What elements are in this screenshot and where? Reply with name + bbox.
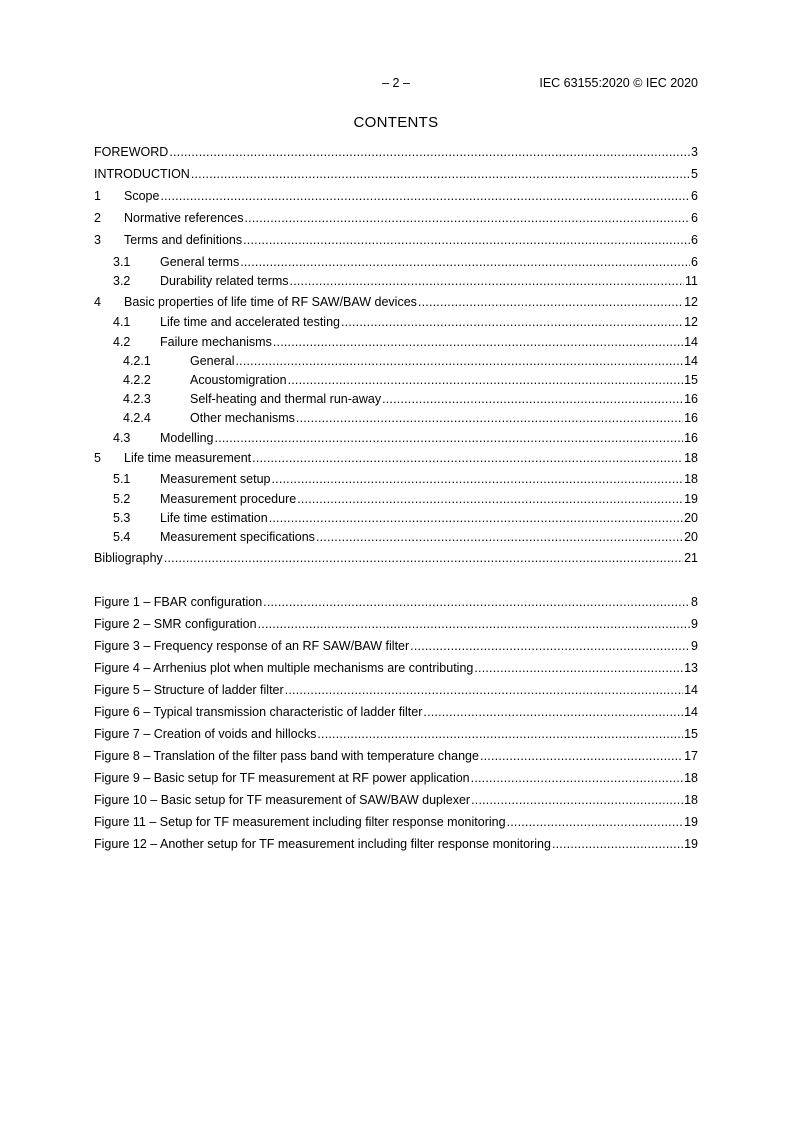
toc-leader-dots (215, 431, 684, 445)
toc-entry[interactable] (94, 511, 698, 529)
toc-entry-page: 9 (691, 617, 698, 631)
toc-entry[interactable] (94, 617, 698, 635)
toc-entry-label: Figure 11 – Setup for TF measurement including filter response monitoring (94, 815, 506, 829)
toc-entry[interactable] (94, 451, 698, 469)
toc-entry-label: Measurement specifications (160, 530, 315, 544)
toc-entry-page: 3 (691, 145, 698, 159)
toc-entry[interactable] (94, 793, 698, 811)
toc-entry[interactable] (94, 233, 698, 251)
toc-entry-number: 3.1 (113, 255, 131, 269)
toc-entry[interactable] (94, 815, 698, 833)
toc-entry[interactable] (94, 705, 698, 723)
document-id: IEC 63155:2020 © IEC 2020 (539, 76, 698, 90)
toc-entry-number: 4 (94, 295, 101, 309)
toc-entry-page: 19 (684, 837, 698, 851)
toc-entry[interactable] (94, 492, 698, 510)
toc-entry-label: Normative references (124, 211, 244, 225)
toc-entry-number: 5.2 (113, 492, 131, 506)
toc-entry-page: 16 (684, 411, 698, 425)
toc-entry-label: Life time measurement (124, 451, 252, 465)
toc-entry-page: 20 (684, 511, 698, 525)
toc-leader-dots (243, 233, 690, 247)
toc-leader-dots (288, 373, 684, 387)
toc-entry-label: Other mechanisms (190, 411, 295, 425)
toc-entry-number: 5.3 (113, 511, 131, 525)
toc-leader-dots (290, 274, 685, 288)
toc-entry-label: General terms (160, 255, 240, 269)
toc-entry[interactable] (94, 373, 698, 391)
toc-entry-page: 16 (684, 431, 698, 445)
toc-entry-number: 2 (94, 211, 101, 225)
toc-entry-page: 5 (691, 167, 698, 181)
toc-leader-dots (263, 595, 690, 609)
toc-entry-page: 6 (691, 211, 698, 225)
toc-entry-number: 5 (94, 451, 101, 465)
toc-leader-dots (316, 530, 683, 544)
toc-leader-dots (245, 211, 691, 225)
toc-entry[interactable] (94, 530, 698, 548)
toc-entry[interactable] (94, 771, 698, 789)
toc-entry-page: 17 (684, 749, 698, 763)
toc-entry[interactable] (94, 167, 698, 185)
toc-entry-page: 14 (684, 705, 698, 719)
toc-entry-label: Figure 10 – Basic setup for TF measurement of SAW/BAW duplexer (94, 793, 471, 807)
toc-leader-dots (471, 793, 683, 807)
toc-entry-page: 15 (684, 373, 698, 387)
toc-leader-dots (341, 315, 683, 329)
toc-entry-label: Scope (124, 189, 160, 203)
toc-entry-page: 19 (684, 492, 698, 506)
toc-entry-page: 8 (691, 595, 698, 609)
toc-entry-number: 4.2 (113, 335, 131, 349)
toc-entry[interactable] (94, 354, 698, 372)
toc-leader-dots (252, 451, 683, 465)
toc-entry-label: Basic properties of life time of RF SAW/BAW devices (124, 295, 417, 309)
toc-entry-page: 18 (684, 451, 698, 465)
toc-entry[interactable] (94, 411, 698, 429)
toc-entry-number: 3.2 (113, 274, 131, 288)
toc-entry[interactable] (94, 595, 698, 613)
toc-entry-page: 18 (684, 793, 698, 807)
toc-leader-dots (297, 492, 683, 506)
toc-entry[interactable] (94, 145, 698, 163)
toc-entry-page: 20 (684, 530, 698, 544)
toc-entry[interactable] (94, 749, 698, 767)
toc-entry-label: Figure 6 – Typical transmission characteristic of ladder filter (94, 705, 423, 719)
toc-entry-label: Self-heating and thermal run-away (190, 392, 382, 406)
toc-entry-page: 14 (684, 683, 698, 697)
toc-entry-label: FOREWORD (94, 145, 169, 159)
toc-entry-page: 14 (684, 335, 698, 349)
toc-entry[interactable] (94, 837, 698, 855)
toc-entry-number: 4.1 (113, 315, 131, 329)
toc-entry-label: Figure 4 – Arrhenius plot when multiple mechanisms are contributing (94, 661, 474, 675)
toc-entry-page: 16 (684, 392, 698, 406)
toc-leader-dots (382, 392, 683, 406)
toc-entry[interactable] (94, 274, 698, 292)
toc-entry-label: Life time estimation (160, 511, 268, 525)
toc-entry-number: 4.2.1 (123, 354, 151, 368)
toc-entry-label: Bibliography (94, 551, 163, 565)
toc-entry-page: 6 (691, 255, 698, 269)
toc-leader-dots (410, 639, 690, 653)
toc-leader-dots (480, 749, 683, 763)
toc-entry-label: Figure 2 – SMR configuration (94, 617, 257, 631)
toc-entry-page: 15 (684, 727, 698, 741)
toc-leader-dots (191, 167, 690, 181)
toc-entry-label: Life time and accelerated testing (160, 315, 340, 329)
toc-leader-dots (273, 335, 683, 349)
toc-entry-number: 4.2.2 (123, 373, 151, 387)
toc-entry-label: General (190, 354, 235, 368)
toc-entry-page: 9 (691, 639, 698, 653)
toc-entry-label: Figure 12 – Another setup for TF measurement including filter response monitoring (94, 837, 551, 851)
toc-entry[interactable] (94, 639, 698, 657)
page-title: CONTENTS (353, 114, 439, 131)
toc-entry[interactable] (94, 661, 698, 679)
toc-entry-label: Acoustomigration (190, 373, 287, 387)
toc-entry-label: Figure 1 – FBAR configuration (94, 595, 263, 609)
toc-entry-label: INTRODUCTION (94, 167, 190, 181)
toc-entry[interactable] (94, 392, 698, 410)
toc-leader-dots (423, 705, 683, 719)
toc-leader-dots (240, 255, 690, 269)
toc-entry-page: 6 (691, 189, 698, 203)
toc-entry-page: 12 (684, 315, 698, 329)
toc-entry-page: 21 (684, 551, 698, 565)
toc-entry-number: 5.1 (113, 472, 131, 486)
toc-entry-label: Modelling (160, 431, 214, 445)
toc-entry-label: Figure 5 – Structure of ladder filter (94, 683, 284, 697)
toc-leader-dots (164, 551, 683, 565)
toc-leader-dots (296, 411, 683, 425)
toc-entry[interactable] (94, 431, 698, 449)
toc-leader-dots (271, 472, 683, 486)
toc-leader-dots (285, 683, 683, 697)
toc-entry-number: 4.2.4 (123, 411, 151, 425)
toc-entry-page: 12 (684, 295, 698, 309)
toc-entry-number: 4.3 (113, 431, 131, 445)
page-header (94, 76, 698, 94)
toc-leader-dots (507, 815, 684, 829)
toc-entry-page: 18 (684, 472, 698, 486)
toc-entry-label: Failure mechanisms (160, 335, 272, 349)
toc-entry-label: Durability related terms (160, 274, 289, 288)
toc-entry-page: 6 (691, 233, 698, 247)
toc-entry-number: 1 (94, 189, 101, 203)
toc-entry[interactable] (94, 295, 698, 313)
toc-entry[interactable] (94, 189, 698, 207)
toc-entry[interactable] (94, 551, 698, 569)
toc-entry-number: 4.2.3 (123, 392, 151, 406)
toc-entry[interactable] (94, 727, 698, 745)
toc-leader-dots (552, 837, 683, 851)
toc-entry-label: Figure 9 – Basic setup for TF measurement at RF power application (94, 771, 470, 785)
toc-leader-dots (317, 727, 683, 741)
toc-leader-dots (471, 771, 683, 785)
toc-entry[interactable] (94, 315, 698, 333)
toc-entry-label: Terms and definitions (124, 233, 243, 247)
toc-entry[interactable] (94, 255, 698, 273)
toc-entry[interactable] (94, 335, 698, 353)
toc-entry-page: 13 (684, 661, 698, 675)
toc-entry-page: 18 (684, 771, 698, 785)
toc-entry[interactable] (94, 683, 698, 701)
toc-entry-label: Figure 3 – Frequency response of an RF SAW/BAW filter (94, 639, 410, 653)
toc-entry-label: Figure 7 – Creation of voids and hillocks (94, 727, 317, 741)
toc-entry-label: Figure 8 – Translation of the filter pass band with temperature change (94, 749, 479, 763)
toc-leader-dots (474, 661, 683, 675)
toc-leader-dots (169, 145, 690, 159)
toc-entry[interactable] (94, 211, 698, 229)
toc-entry-label: Measurement setup (160, 472, 271, 486)
toc-entry-number: 5.4 (113, 530, 131, 544)
toc-entry-number: 3 (94, 233, 101, 247)
page-number: – 2 – (382, 76, 410, 90)
toc-entry-page: 19 (684, 815, 698, 829)
toc-entry-page: 14 (684, 354, 698, 368)
toc-entry[interactable] (94, 472, 698, 490)
toc-leader-dots (269, 511, 683, 525)
toc-leader-dots (235, 354, 683, 368)
toc-leader-dots (160, 189, 690, 203)
toc-entry-label: Measurement procedure (160, 492, 297, 506)
toc-leader-dots (418, 295, 683, 309)
toc-entry-page: 11 (685, 274, 698, 288)
toc-leader-dots (258, 617, 690, 631)
